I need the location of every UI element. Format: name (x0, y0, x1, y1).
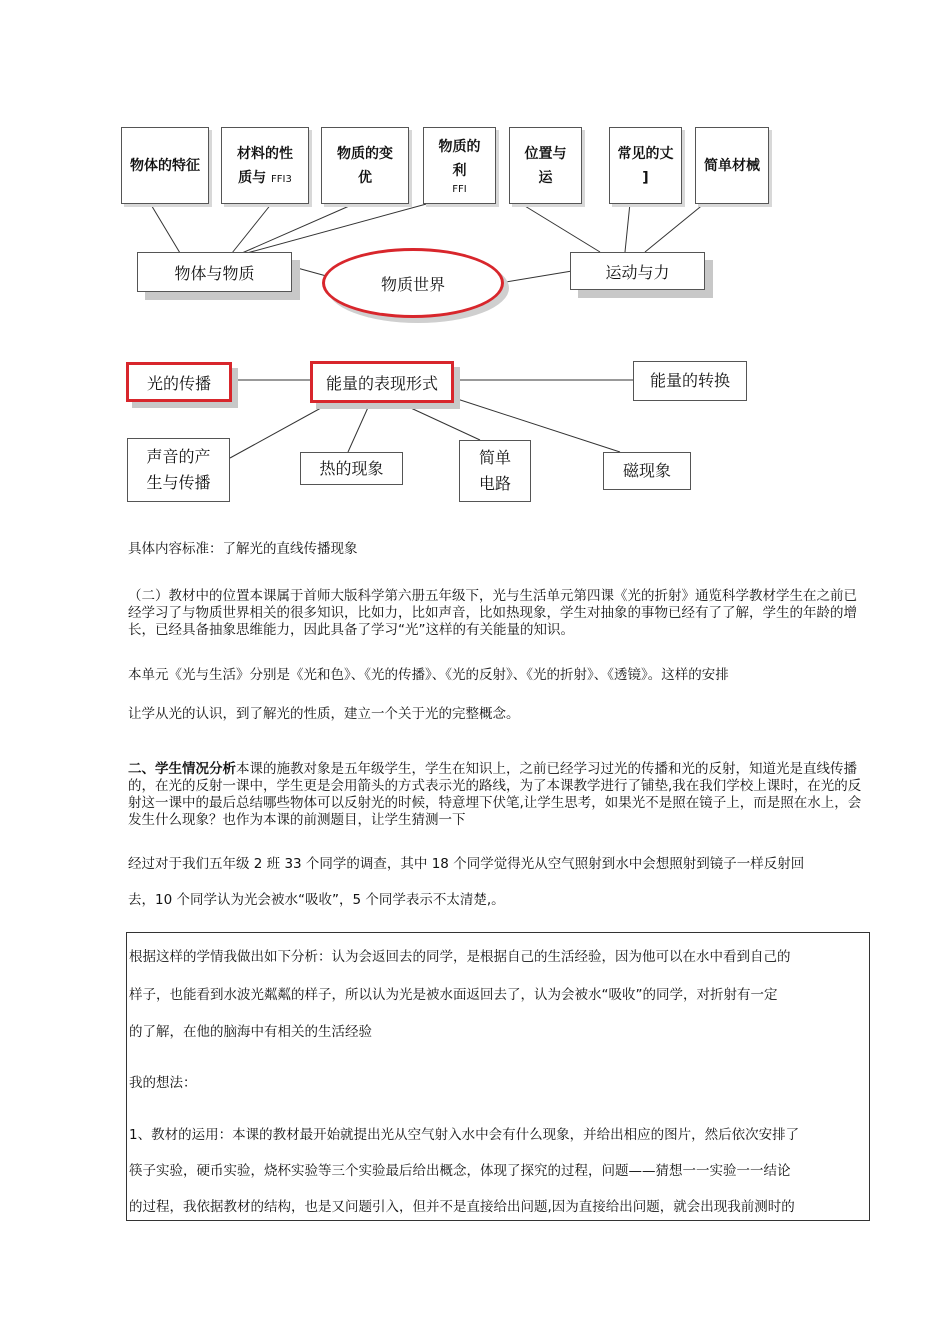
node-object-features: 物体的特征 (121, 127, 209, 204)
node-sound: 声音的产 生与传播 (127, 438, 230, 502)
node-heat: 热的现象 (300, 452, 403, 485)
box-line: 筷子实验，硬币实验，烧杯实验等三个实验最后给出概念，体现了探究的过程，问题——猜想一一实验一一结论 (129, 1163, 791, 1179)
paragraph-student-analysis: 二、学生情况分析本课的施教对象是五年级学生，学生在知识上，之前已经学习过光的传播和光的反射，知道光是直线传播的，在光的反射一课中，学生更是会用箭头的方式表示光的路线，为了本课教学进行了铺垫,我在我们学校上课时，在光的反射这一课中的最后总结哪些物体可以反射光的时候，特意埋下伏笔,让学生思考，如果光不是照在镜子上，而是照在水上，会发生什么现象？也作为本课的前测题目，让学生猜测一下 (128, 761, 862, 828)
node-matter-use: 物质的 利 FFI (423, 127, 496, 204)
node-matter-world: 物质世界 (322, 248, 504, 318)
box-line: 根据这样的学情我做出如下分析：认为会返回去的同学，是根据自己的生活经验，因为他可以在水中看到自己的 (129, 949, 791, 965)
paragraph-unit-goal: 让学从光的认识，到了解光的性质，建立一个关于光的完整概念。 (128, 706, 520, 722)
node-light-propagation: 光的传播 (126, 362, 232, 402)
node-object-and-matter: 物体与物质 (137, 252, 292, 292)
analysis-box (126, 932, 870, 1221)
box-line: 的过程，我依据教材的结构，也是又问题引入，但并不是直接给出问题,因为直接给出问题，就会出现我前测时的 (129, 1199, 795, 1215)
node-energy-conversion: 能量的转换 (633, 361, 747, 401)
node-magnetism: 磁现象 (603, 452, 691, 490)
node-energy-forms: 能量的表现形式 (310, 361, 454, 403)
node-position-motion: 位置与 运 (509, 127, 582, 204)
node-circuit: 简单 电路 (459, 440, 531, 502)
node-material-properties: 材料的性 质与 FFI3 (221, 127, 309, 204)
box-line: 的了解，在他的脑海中有相关的生活经验 (129, 1024, 372, 1040)
paragraph-unit-list: 本单元《光与生活》分别是《光和色》、《光的传播》、《光的反射》、《光的折射》、《透镜》。这样的安排 (128, 667, 729, 683)
node-matter-change: 物质的变 优 (321, 127, 409, 204)
node-common-force: 常见的丈 ] (609, 127, 682, 204)
paragraph-survey-result: 去，10 个同学认为光会被水“吸收”，5 个同学表示不太清楚,。 (128, 892, 505, 908)
node-motion-and-force: 运动与力 (570, 252, 705, 290)
paragraph-survey: 经过对于我们五年级 2 班 33 个同学的调查，其中 18 个同学觉得光从空气照射到水中会想照射到镜子一样反射回 (128, 856, 805, 872)
box-line: 1、教材的运用：本课的教材最开始就提出光从空气射入水中会有什么现象，并给出相应的图片，然后依次安排了 (129, 1127, 800, 1143)
box-line: 我的想法： (129, 1075, 197, 1091)
box-line: 样子，也能看到水波光粼粼的样子，所以认为光是被水面返回去了，认为会被水“吸收”的同学，对折射有一定 (129, 987, 778, 1003)
section-heading-student-analysis: 二、学生情况分析 (128, 761, 236, 777)
node-simple-machines: 简单材械 (695, 127, 769, 204)
paragraph-textbook-position: （二）教材中的位置本课属于首师大版科学第六册五年级下，光与生活单元第四课《光的折射》通览科学教材学生在之前已经学习了与物质世界相关的很多知识，比如力，比如声音，比如热现象，学生对抽象的事物已经有了了解，学生的年龄的增长，已经具备抽象思维能力，因此具备了学习“光”这样的有关能量的知识。 (128, 588, 857, 638)
content-standard: 具体内容标准：了解光的直线传播现象 (128, 541, 358, 557)
